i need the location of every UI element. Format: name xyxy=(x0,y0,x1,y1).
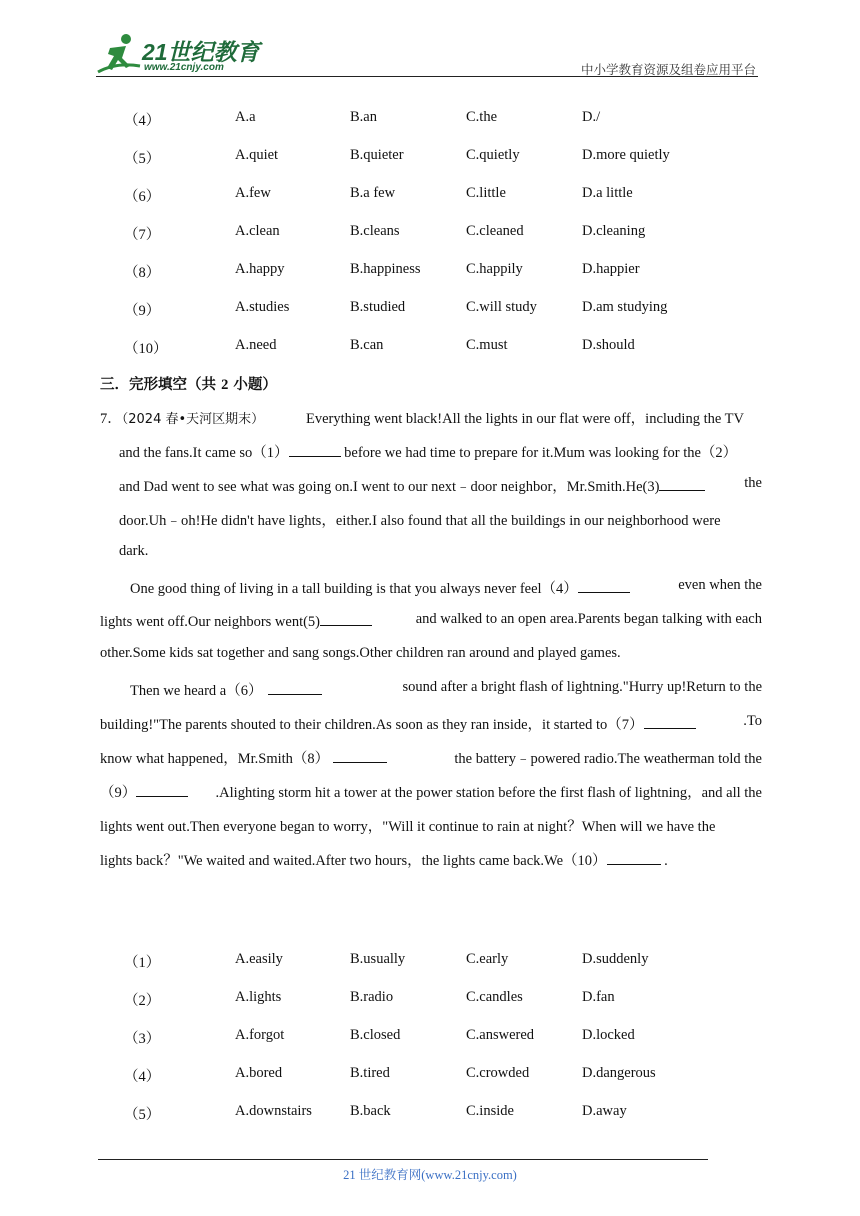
passage-text: .Alighting storm hit a tower at the power station before the first flash of lightning，and all the xyxy=(215,785,762,801)
option-b: B.tired xyxy=(350,1065,390,1081)
option-row xyxy=(0,223,860,247)
passage-text: before we had time to prepare for it.Mum was looking for the（2） xyxy=(340,445,738,461)
option-number: （4） xyxy=(124,1069,161,1085)
passage-line xyxy=(100,611,762,631)
passage-text: and walked to an open area.Parents began talking with each xyxy=(415,611,762,627)
option-b: B.quieter xyxy=(350,147,404,163)
passage-line xyxy=(130,577,762,598)
passage-text: lights went off.Our neighbors went(5) xyxy=(100,614,321,630)
option-b: B.a few xyxy=(350,185,396,201)
passage-line xyxy=(100,747,762,768)
blank-7[interactable] xyxy=(644,714,696,729)
passage-text: One good thing of living in a tall building is that you always never feel（4） xyxy=(130,581,578,597)
passage-text: and Dad went to see what was going on.I went to our next﹣door neighbor，Mr.Smith.He(3) xyxy=(119,479,660,495)
option-a: A.few xyxy=(235,185,271,201)
section-title-b: 小题） xyxy=(228,377,277,393)
passage-text: （9） xyxy=(100,785,137,801)
passage-text: even when the xyxy=(678,577,762,593)
option-d: D.happier xyxy=(582,261,640,277)
option-row xyxy=(0,109,860,133)
option-b: B.happiness xyxy=(350,261,421,277)
option-b: B.an xyxy=(350,109,377,125)
option-d: D.dangerous xyxy=(582,1065,656,1081)
option-b: B.closed xyxy=(350,1027,401,1043)
blank-3[interactable] xyxy=(659,476,705,491)
passage-text: and the fans.It came so（1） xyxy=(119,445,289,461)
option-c: C.answered xyxy=(466,1027,535,1043)
option-a: A.bored xyxy=(235,1065,283,1081)
option-a: A.clean xyxy=(235,223,280,239)
option-d: D.cleaning xyxy=(582,223,646,239)
option-row xyxy=(0,185,860,209)
passage-text: lights back？"We waited and waited.After two hours，the lights came back.We（10） xyxy=(100,853,607,869)
option-a: A.happy xyxy=(235,261,285,277)
passage-line xyxy=(130,679,762,700)
passage-text: the xyxy=(744,475,762,491)
passage-text: . xyxy=(660,853,668,869)
option-row xyxy=(0,1065,860,1089)
runner-logo-icon xyxy=(96,32,142,76)
option-d: D.a little xyxy=(582,185,633,201)
blank-6[interactable] xyxy=(268,680,322,695)
option-a: A.downstairs xyxy=(235,1103,312,1119)
option-a: A.forgot xyxy=(235,1027,285,1043)
option-c: C.must xyxy=(466,337,508,353)
option-c: C.happily xyxy=(466,261,523,277)
passage-line: Everything went black!All the lights in our flat were off，including the TV xyxy=(306,411,744,427)
option-b: B.radio xyxy=(350,989,394,1005)
option-number: （2） xyxy=(124,993,161,1009)
passage-line: dark. xyxy=(119,543,149,559)
option-c: C.the xyxy=(466,109,498,125)
option-b: B.cleans xyxy=(350,223,400,239)
option-number: （1） xyxy=(124,955,161,971)
option-number: （4） xyxy=(124,113,161,129)
option-c: C.cleaned xyxy=(466,223,524,239)
option-number: （5） xyxy=(124,151,161,167)
option-d: D./ xyxy=(582,109,601,125)
passage-line xyxy=(119,441,737,462)
option-b: B.studied xyxy=(350,299,406,315)
question-source: （2024 春•天河区期末） xyxy=(121,412,265,427)
platform-name: 中小学教育资源及组卷应用平台 xyxy=(580,62,756,77)
option-c: C.early xyxy=(466,951,509,967)
blank-9[interactable] xyxy=(136,782,188,797)
passage-text: the battery﹣powered radio.The weatherman told the xyxy=(454,751,762,767)
option-a: A.easily xyxy=(235,951,283,967)
passage-line xyxy=(100,849,668,870)
option-row xyxy=(0,989,860,1013)
option-row xyxy=(0,261,860,285)
option-c: C.will study xyxy=(466,299,537,315)
section-title xyxy=(100,373,277,394)
option-a: A.a xyxy=(235,109,256,125)
passage-line xyxy=(100,781,762,802)
passage-text: building!"The parents shouted to their children.As soon as they ran inside，it started to（7） xyxy=(100,717,644,733)
option-row xyxy=(0,1027,860,1051)
option-d: D.locked xyxy=(582,1027,635,1043)
option-d: D.away xyxy=(582,1103,627,1119)
blank-8[interactable] xyxy=(333,748,387,763)
option-c: C.little xyxy=(466,185,506,201)
section-title-count: 2 xyxy=(221,377,229,393)
option-d: D.am studying xyxy=(582,299,668,315)
option-a: A.studies xyxy=(235,299,290,315)
blank-4[interactable] xyxy=(578,578,630,593)
option-number: （10） xyxy=(124,341,168,357)
option-row xyxy=(0,337,860,361)
footer-divider xyxy=(98,1159,708,1160)
blank-1[interactable] xyxy=(289,442,341,457)
option-row xyxy=(0,1103,860,1127)
option-d: D.suddenly xyxy=(582,951,649,967)
option-d: D.more quietly xyxy=(582,147,670,163)
option-d: D.should xyxy=(582,337,635,353)
option-row xyxy=(0,147,860,171)
option-c: C.crowded xyxy=(466,1065,530,1081)
option-number: （3） xyxy=(124,1031,161,1047)
blank-10[interactable] xyxy=(607,850,661,865)
passage-text: know what happened，Mr.Smith（8） xyxy=(100,751,330,767)
passage-line xyxy=(119,475,762,496)
logo-url: www.21cnjy.com xyxy=(144,62,224,73)
option-row xyxy=(0,299,860,323)
option-d: D.fan xyxy=(582,989,615,1005)
passage-text: sound after a bright flash of lightning."Hurry up!Return to the xyxy=(402,679,762,695)
option-a: A.lights xyxy=(235,989,282,1005)
passage-line: other.Some kids sat together and sang songs.Other children ran around and played games. xyxy=(100,645,621,661)
option-number: （7） xyxy=(124,227,161,243)
header-divider xyxy=(96,76,758,77)
option-b: B.back xyxy=(350,1103,391,1119)
option-b: B.can xyxy=(350,337,384,353)
option-row xyxy=(0,951,860,975)
option-c: C.inside xyxy=(466,1103,514,1119)
page-header xyxy=(96,30,758,78)
passage-text: Then we heard a（6） xyxy=(130,683,263,699)
passage-text: .To xyxy=(743,713,762,729)
option-number: （9） xyxy=(124,303,161,319)
option-a: A.need xyxy=(235,337,277,353)
passage-line xyxy=(100,713,762,734)
footer-text[interactable]: 21 世纪教育网(www.21cnjy.com) xyxy=(343,1168,517,1182)
question-number: 7． xyxy=(100,411,122,427)
option-c: C.candles xyxy=(466,989,523,1005)
blank-5[interactable] xyxy=(320,611,372,626)
option-number: （5） xyxy=(124,1107,161,1123)
option-b: B.usually xyxy=(350,951,406,967)
passage-line: door.Uh﹣oh!He didn't have lights，either.I also found that all the buildings in our neighborhood were xyxy=(119,513,721,529)
option-c: C.quietly xyxy=(466,147,520,163)
logo xyxy=(96,32,266,76)
section-title-a: 三．完形填空（共 xyxy=(100,377,222,393)
option-number: （8） xyxy=(124,265,161,281)
passage-line: lights went out.Then everyone began to worry，"Will it continue to rain at night？When will we have the xyxy=(100,819,716,835)
option-a: A.quiet xyxy=(235,147,279,163)
option-number: （6） xyxy=(124,189,161,205)
passage-line xyxy=(100,407,264,428)
logo-brand: 21世纪教育 xyxy=(142,39,260,65)
